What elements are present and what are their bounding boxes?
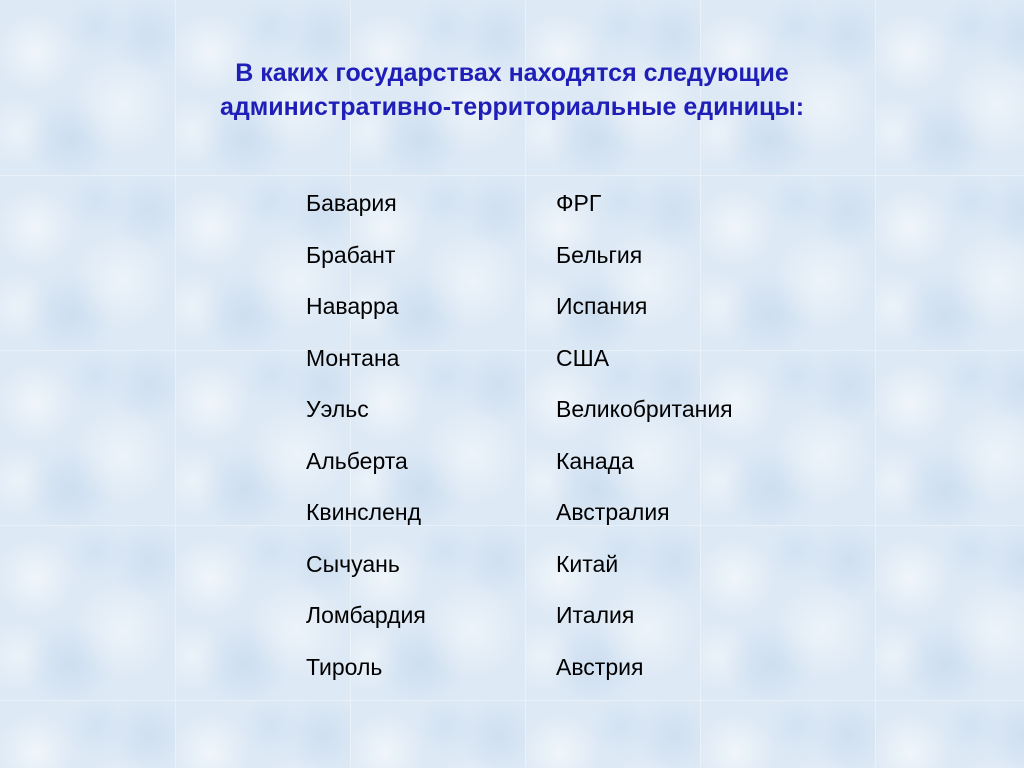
slide-title-line-1: В каких государствах находятся следующие bbox=[235, 59, 789, 87]
country-name: Испания bbox=[556, 293, 648, 320]
region-name: Монтана bbox=[306, 344, 400, 371]
region-name: Альберта bbox=[306, 447, 408, 474]
list-item bbox=[306, 333, 866, 385]
region-name: Бавария bbox=[306, 190, 397, 217]
list-item bbox=[306, 539, 866, 591]
region-name: Наварра bbox=[306, 293, 399, 320]
region-name: Ломбардия bbox=[306, 602, 426, 629]
country-name: США bbox=[556, 344, 610, 371]
list-item bbox=[306, 230, 866, 282]
region-name: Брабант bbox=[306, 241, 396, 268]
region-name: Сычуань bbox=[306, 550, 400, 577]
region-name: Тироль bbox=[306, 653, 383, 680]
slide-title bbox=[0, 56, 1024, 124]
country-name: Китай bbox=[556, 550, 619, 577]
background-seam bbox=[0, 175, 1024, 176]
country-name: ФРГ bbox=[556, 190, 602, 217]
list-item bbox=[306, 178, 866, 230]
background-seam bbox=[0, 700, 1024, 701]
country-name: Австралия bbox=[556, 499, 670, 526]
country-name: Бельгия bbox=[556, 241, 643, 268]
list-item bbox=[306, 487, 866, 539]
list-item bbox=[306, 384, 866, 436]
slide-title-line-2: административно-территориальные единицы: bbox=[219, 93, 805, 121]
region-country-list bbox=[306, 178, 866, 693]
country-name: Канада bbox=[556, 447, 634, 474]
list-item bbox=[306, 642, 866, 694]
list-item bbox=[306, 590, 866, 642]
region-name: Квинсленд bbox=[306, 499, 421, 526]
country-name: Великобритания bbox=[556, 396, 733, 423]
country-name: Италия bbox=[556, 602, 635, 629]
region-name: Уэльс bbox=[306, 396, 369, 423]
list-item bbox=[306, 281, 866, 333]
country-name: Австрия bbox=[556, 653, 644, 680]
list-item bbox=[306, 436, 866, 488]
